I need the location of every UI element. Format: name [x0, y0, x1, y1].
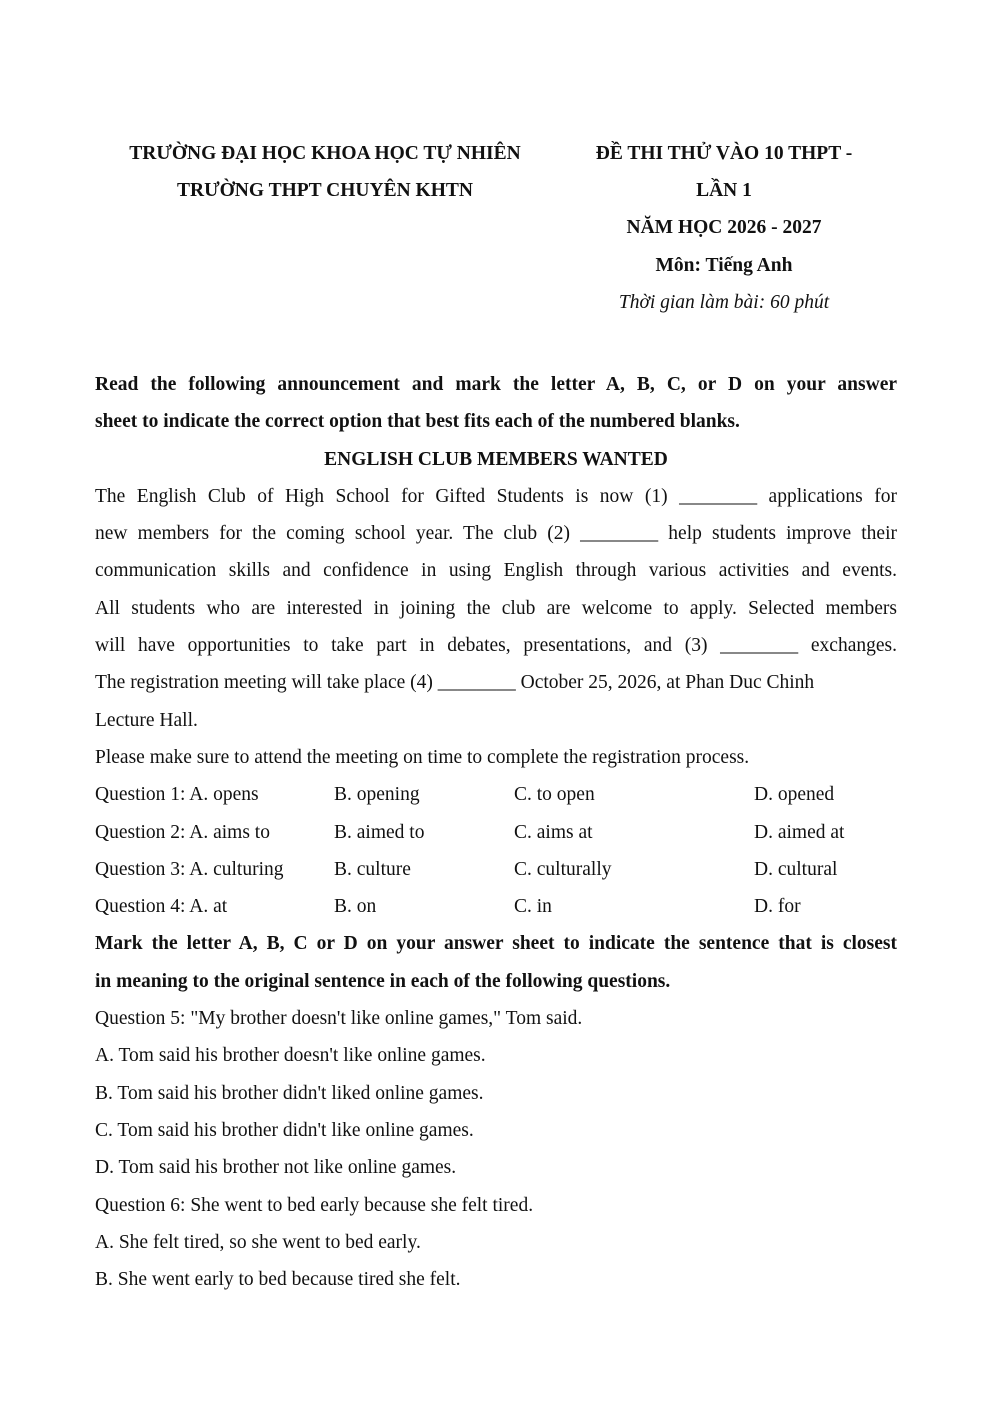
- question-6-stem: Question 6: She went to bed early because she felt tired.: [95, 1194, 534, 1216]
- question-4: [95, 892, 897, 929]
- question-1-option-b: B. opening: [334, 784, 420, 806]
- passage-line: will have opportunities to take part in debates, presentations, and (3) ________ exchanges.: [95, 635, 897, 657]
- question-3-option-d: D. cultural: [754, 858, 838, 880]
- passage-line: new members for the coming school year. The club (2) ________ help students improve their: [95, 523, 897, 545]
- question-2-option-b: B. aimed to: [334, 821, 425, 843]
- section2-instruction-line2: in meaning to the original sentence in each of the following questions.: [95, 970, 671, 992]
- exam-body: [95, 370, 897, 1302]
- question-4-option-a: Question 4: A. at: [95, 896, 228, 918]
- exam-title-line2: LẦN 1: [696, 180, 752, 201]
- passage-line: Lecture Hall.: [95, 709, 198, 731]
- question-5-option-c: C. Tom said his brother didn't like online games.: [95, 1119, 474, 1141]
- question-6-option-a: A. She felt tired, so she went to bed early.: [95, 1231, 421, 1253]
- question-2-option-c: C. aims at: [514, 821, 593, 843]
- question-4-option-b: B. on: [334, 896, 377, 918]
- time-allowed: Thời gian làm bài: 60 phút: [618, 292, 830, 313]
- question-2: [95, 818, 897, 855]
- school-year: NĂM HỌC 2026 - 2027: [626, 217, 822, 238]
- question-5-option-b: B. Tom said his brother didn't liked online games.: [95, 1082, 484, 1104]
- question-3-option-b: B. culture: [334, 858, 411, 880]
- exam-title-line1: ĐỀ THI THỬ VÀO 10 THPT -: [595, 143, 853, 164]
- school-name: TRƯỜNG THPT CHUYÊN KHTN: [177, 180, 473, 201]
- passage-line: All students who are interested in joining the club are welcome to apply. Selected members: [95, 597, 897, 619]
- question-1-option-d: D. opened: [754, 784, 835, 806]
- university-name: TRƯỜNG ĐẠI HỌC KHOA HỌC TỰ NHIÊN: [129, 143, 521, 164]
- question-3-option-a: Question 3: A. culturing: [95, 858, 284, 880]
- passage-line: Please make sure to attend the meeting on time to complete the registration process.: [95, 746, 750, 768]
- question-5-stem: Question 5: "My brother doesn't like online games," Tom said.: [95, 1008, 583, 1030]
- question-5-option-a: A. Tom said his brother doesn't like online games.: [95, 1045, 486, 1067]
- question-1: [95, 780, 897, 817]
- section1-instruction-line1: Read the following announcement and mark the letter A, B, C, or D on your answer: [95, 374, 897, 395]
- section1-instruction-line2: sheet to indicate the correct option that best fits each of the numbered blanks.: [95, 411, 740, 433]
- question-4-option-c: C. in: [514, 896, 552, 918]
- passage-line: The registration meeting will take place (4) ________ October 25, 2026, at Phan Duc Chinh: [95, 672, 815, 694]
- question-5-option-d: D. Tom said his brother not like online games.: [95, 1157, 457, 1179]
- question-1-option-a: Question 1: A. opens: [95, 784, 259, 806]
- question-1-option-c: C. to open: [514, 784, 595, 806]
- question-4-option-d: D. for: [754, 896, 801, 918]
- question-3: [95, 855, 897, 892]
- passage-line: The English Club of High School for Gifted Students is now (1) ________ applications for: [95, 485, 897, 507]
- subject: Môn: Tiếng Anh: [655, 255, 793, 276]
- passage-line: communication skills and confidence in using English through various activities and events.: [95, 560, 897, 582]
- announcement-title: ENGLISH CLUB MEMBERS WANTED: [324, 448, 668, 470]
- question-6-option-b: B. She went early to bed because tired she felt.: [95, 1269, 461, 1291]
- question-3-option-c: C. culturally: [514, 858, 612, 880]
- question-2-option-a: Question 2: A. aims to: [95, 821, 270, 843]
- section2-instruction-line1: Mark the letter A, B, C or D on your answer sheet to indicate the sentence that is closest: [95, 933, 897, 955]
- question-2-option-d: D. aimed at: [754, 821, 845, 843]
